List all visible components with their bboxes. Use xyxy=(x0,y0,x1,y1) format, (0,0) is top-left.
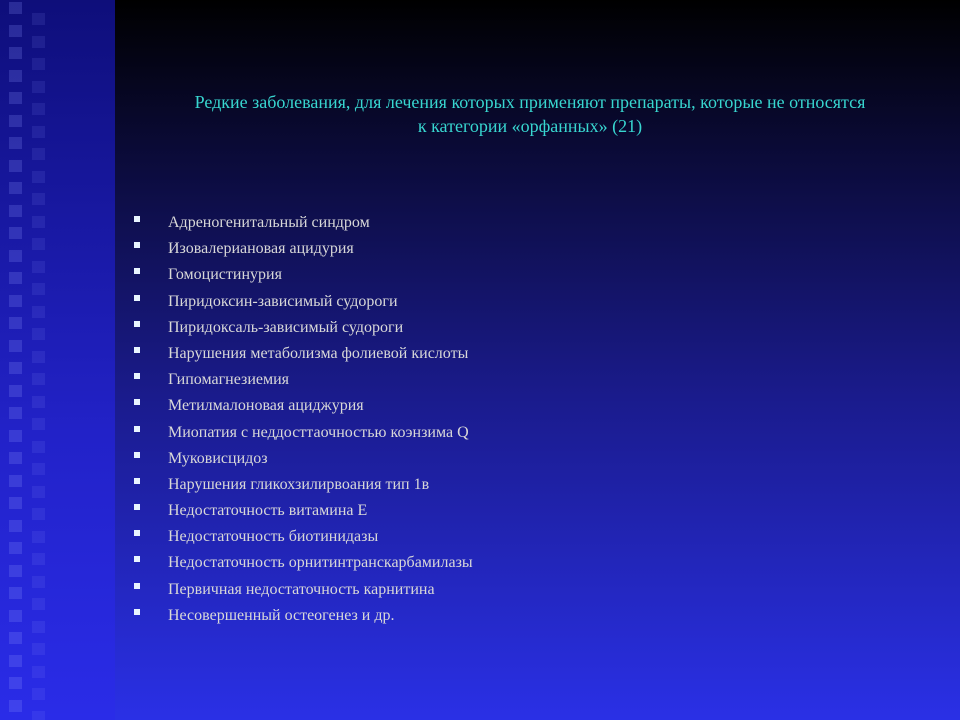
list-item xyxy=(130,210,473,236)
decorative-square xyxy=(9,160,22,172)
list-item-text: Нарушения метаболизма фолиевой кислоты xyxy=(168,344,469,362)
list-item xyxy=(130,236,473,262)
list-item-text: Миопатия с неддосттаочностью коэнзима Q xyxy=(168,423,469,441)
decorative-square xyxy=(32,13,45,25)
decorative-side-strip xyxy=(0,0,115,720)
list-item-text: Недостаточность витамина Е xyxy=(168,502,368,520)
decorative-square xyxy=(9,250,22,262)
list-item xyxy=(130,550,473,576)
list-item xyxy=(130,367,473,393)
list-item xyxy=(130,341,473,367)
decorative-square xyxy=(9,655,22,667)
decorative-square xyxy=(32,148,45,160)
decorative-square xyxy=(9,452,22,464)
decorative-square xyxy=(32,216,45,228)
list-item xyxy=(130,315,473,341)
decorative-square xyxy=(9,340,22,352)
list-item xyxy=(130,498,473,524)
list-item xyxy=(130,603,473,629)
decorative-square xyxy=(32,306,45,318)
slide-title-line-2: к категории «орфанных» (21) xyxy=(417,116,643,136)
decorative-square xyxy=(9,520,22,532)
square-bullet-icon xyxy=(134,321,140,327)
list-item xyxy=(130,472,473,498)
decorative-square xyxy=(9,272,22,284)
square-bullet-icon xyxy=(134,452,140,458)
square-bullet-icon xyxy=(134,268,140,274)
square-bullet-icon xyxy=(134,242,140,248)
list-item-text: Адреногенитальный синдром xyxy=(168,214,370,231)
decorative-square xyxy=(9,182,22,194)
decorative-square xyxy=(9,317,22,329)
list-item-text: Гипомагнезиемия xyxy=(168,371,290,389)
square-bullet-icon xyxy=(134,609,140,615)
slide-title xyxy=(125,90,935,138)
list-item-text: Пиридоксаль-зависимый судороги xyxy=(168,318,404,336)
list-item xyxy=(130,289,473,315)
decorative-square xyxy=(32,126,45,138)
list-item-text: Недостаточность биотинидазы xyxy=(168,528,379,546)
decorative-square xyxy=(32,666,45,678)
decorative-square xyxy=(9,542,22,554)
decorative-square xyxy=(9,565,22,577)
square-bullet-icon xyxy=(134,504,140,510)
square-bullet-icon xyxy=(134,556,140,562)
decorative-square xyxy=(9,70,22,82)
list-item-text: Недостаточность орнитинтранскарбамилазы xyxy=(168,554,473,572)
decorative-square xyxy=(32,463,45,475)
decorative-square xyxy=(32,396,45,408)
square-bullet-icon xyxy=(134,426,140,432)
list-item-text: Нарушения гликохзилирвоания тип 1в xyxy=(168,475,430,493)
decorative-square xyxy=(9,700,22,712)
square-bullet-icon xyxy=(134,478,140,484)
decorative-square xyxy=(9,362,22,374)
decorative-square xyxy=(32,508,45,520)
decorative-square xyxy=(9,407,22,419)
decorative-square xyxy=(32,576,45,588)
decorative-square xyxy=(32,81,45,93)
list-item-text: Муковисцидоз xyxy=(168,449,268,467)
list-item-text: Гомоцистинурия xyxy=(168,266,282,284)
list-item-text: Первичная недостаточность карнитина xyxy=(168,580,435,598)
decorative-square xyxy=(32,283,45,295)
decorative-square xyxy=(32,171,45,183)
list-item-text: Метилмалоновая ациджурия xyxy=(168,397,364,415)
decorative-square xyxy=(32,261,45,273)
decorative-square xyxy=(9,497,22,509)
decorative-square xyxy=(9,430,22,442)
decorative-square xyxy=(32,373,45,385)
decorative-square xyxy=(32,643,45,655)
decorative-square xyxy=(32,103,45,115)
decorative-square xyxy=(32,418,45,430)
decorative-square xyxy=(9,295,22,307)
list-item xyxy=(130,446,473,472)
list-item xyxy=(130,393,473,419)
decorative-square xyxy=(32,193,45,205)
decorative-square xyxy=(32,351,45,363)
decorative-square xyxy=(9,47,22,59)
list-item-text: Несовершенный остеогенез и др. xyxy=(168,606,395,624)
decorative-square xyxy=(9,587,22,599)
decorative-square xyxy=(32,711,45,720)
decorative-square xyxy=(32,441,45,453)
decorative-square xyxy=(9,385,22,397)
decorative-square xyxy=(32,328,45,340)
list-item-text: Пиридоксин-зависимый судороги xyxy=(168,292,398,310)
decorative-square xyxy=(32,531,45,543)
list-item xyxy=(130,577,473,603)
decorative-square xyxy=(9,475,22,487)
decorative-square xyxy=(32,486,45,498)
square-bullet-icon xyxy=(134,530,140,536)
slide-title-line-1: Редкие заболевания, для лечения которых применяют препараты, которые не относятся xyxy=(194,92,866,112)
decorative-square xyxy=(9,632,22,644)
decorative-square xyxy=(32,688,45,700)
decorative-square xyxy=(9,25,22,37)
list-item-text: Изовалериановая ацидурия xyxy=(168,240,354,258)
decorative-square xyxy=(32,598,45,610)
square-bullet-icon xyxy=(134,373,140,379)
decorative-square xyxy=(9,677,22,689)
decorative-square xyxy=(32,58,45,70)
decorative-square xyxy=(9,92,22,104)
square-bullet-icon xyxy=(134,216,140,222)
list-item xyxy=(130,262,473,288)
decorative-square xyxy=(9,205,22,217)
decorative-square xyxy=(9,2,22,14)
decorative-square xyxy=(32,238,45,250)
decorative-square xyxy=(32,621,45,633)
square-bullet-icon xyxy=(134,295,140,301)
square-bullet-icon xyxy=(134,583,140,589)
list-item xyxy=(130,524,473,550)
square-bullet-icon xyxy=(134,347,140,353)
decorative-square xyxy=(9,227,22,239)
decorative-square xyxy=(32,553,45,565)
decorative-square xyxy=(9,137,22,149)
decorative-square xyxy=(9,610,22,622)
list-item xyxy=(130,420,473,446)
decorative-square xyxy=(32,36,45,48)
square-bullet-icon xyxy=(134,399,140,405)
disease-list xyxy=(130,210,473,629)
decorative-square xyxy=(9,115,22,127)
